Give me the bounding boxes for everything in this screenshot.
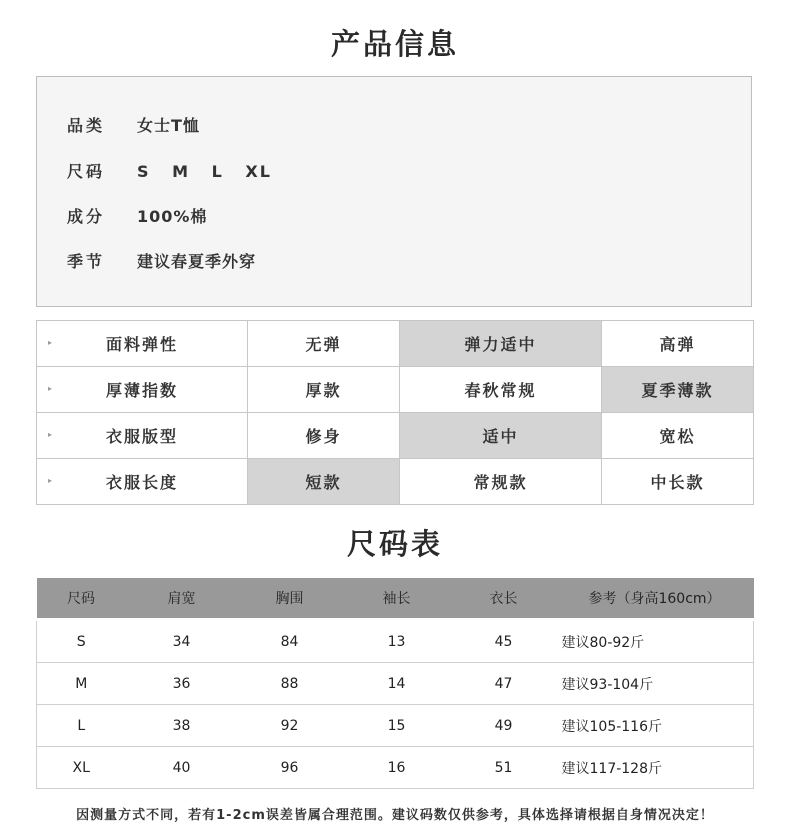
info-label: 尺码 [67, 162, 106, 181]
info-value: 建议春夏季外穿 [137, 252, 257, 271]
table-cell: S [37, 620, 126, 663]
table-cell: L [37, 705, 126, 747]
attribute-option: 宽松 [602, 413, 754, 459]
table-cell: 建议80-92斤 [556, 620, 754, 663]
triangle-right-icon: ▸ [48, 383, 53, 393]
info-row-category [67, 114, 200, 138]
table-cell: XL [37, 747, 126, 789]
size-chart-header-cell: 袖长 [342, 578, 452, 620]
attribute-option-selected: 夏季薄款 [602, 367, 754, 413]
attribute-table [36, 320, 754, 505]
attribute-option-selected: 短款 [248, 459, 400, 505]
attribute-row [37, 321, 754, 367]
attribute-option: 常规款 [400, 459, 602, 505]
table-cell: M [37, 663, 126, 705]
info-label: 季节 [67, 252, 106, 271]
size-chart-table [36, 578, 754, 789]
info-row-size [67, 160, 272, 184]
attribute-option-selected: 弹力适中 [400, 321, 602, 367]
attribute-option: 无弹 [248, 321, 400, 367]
info-label: 成分 [67, 207, 106, 226]
product-info-title: 产品信息 [330, 27, 459, 61]
attribute-option: 中长款 [602, 459, 754, 505]
triangle-right-icon: ▸ [48, 337, 53, 347]
table-cell: 建议117-128斤 [556, 747, 754, 789]
table-cell: 14 [342, 663, 452, 705]
info-row-season [67, 250, 256, 274]
table-row [37, 705, 754, 747]
table-cell: 16 [342, 747, 452, 789]
table-cell: 47 [452, 663, 556, 705]
attribute-name-label: 厚薄指数 [105, 381, 178, 400]
table-cell: 建议105-116斤 [556, 705, 754, 747]
table-cell: 45 [452, 620, 556, 663]
size-chart-header-cell: 肩宽 [126, 578, 238, 620]
table-cell: 88 [238, 663, 342, 705]
attribute-name [37, 459, 248, 505]
product-info-panel [36, 76, 752, 307]
table-cell: 34 [126, 620, 238, 663]
table-cell: 38 [126, 705, 238, 747]
table-cell: 96 [238, 747, 342, 789]
attribute-option: 厚款 [248, 367, 400, 413]
table-cell: 建议93-104斤 [556, 663, 754, 705]
table-cell: 92 [238, 705, 342, 747]
attribute-row [37, 459, 754, 505]
table-row [37, 663, 754, 705]
table-row [37, 620, 754, 663]
attribute-option-selected: 适中 [400, 413, 602, 459]
table-row [37, 747, 754, 789]
size-chart-header-cell: 胸围 [238, 578, 342, 620]
info-value: 女士T恤 [137, 116, 200, 135]
table-cell: 51 [452, 747, 556, 789]
attribute-option: 修身 [248, 413, 400, 459]
info-label: 品类 [67, 116, 106, 135]
triangle-right-icon: ▸ [48, 475, 53, 485]
attribute-name [37, 321, 248, 367]
size-chart-title: 尺码表 [346, 527, 443, 561]
size-chart-header-cell: 参考（身高160cm） [556, 578, 754, 620]
size-chart-header-cell: 尺码 [37, 578, 126, 620]
table-cell: 13 [342, 620, 452, 663]
table-cell: 40 [126, 747, 238, 789]
table-cell: 49 [452, 705, 556, 747]
info-value: 100%棉 [137, 207, 208, 226]
size-chart-header-cell: 衣长 [452, 578, 556, 620]
info-row-material [67, 205, 207, 229]
attribute-name-label: 衣服长度 [105, 473, 178, 492]
table-cell: 84 [238, 620, 342, 663]
attribute-row [37, 367, 754, 413]
attribute-name-label: 面料弹性 [105, 335, 178, 354]
attribute-row [37, 413, 754, 459]
size-chart-header-row [37, 578, 754, 620]
attribute-name [37, 367, 248, 413]
info-value: S M L XL [137, 162, 272, 181]
attribute-name-label: 衣服版型 [105, 427, 178, 446]
attribute-option: 春秋常规 [400, 367, 602, 413]
measurement-note: 因测量方式不同，若有1-2cm误差皆属合理范围。建议码数仅供参考，具体选择请根据自身情况决定！ [76, 808, 714, 823]
table-cell: 15 [342, 705, 452, 747]
attribute-name [37, 413, 248, 459]
triangle-right-icon: ▸ [48, 429, 53, 439]
attribute-option: 高弹 [602, 321, 754, 367]
table-cell: 36 [126, 663, 238, 705]
